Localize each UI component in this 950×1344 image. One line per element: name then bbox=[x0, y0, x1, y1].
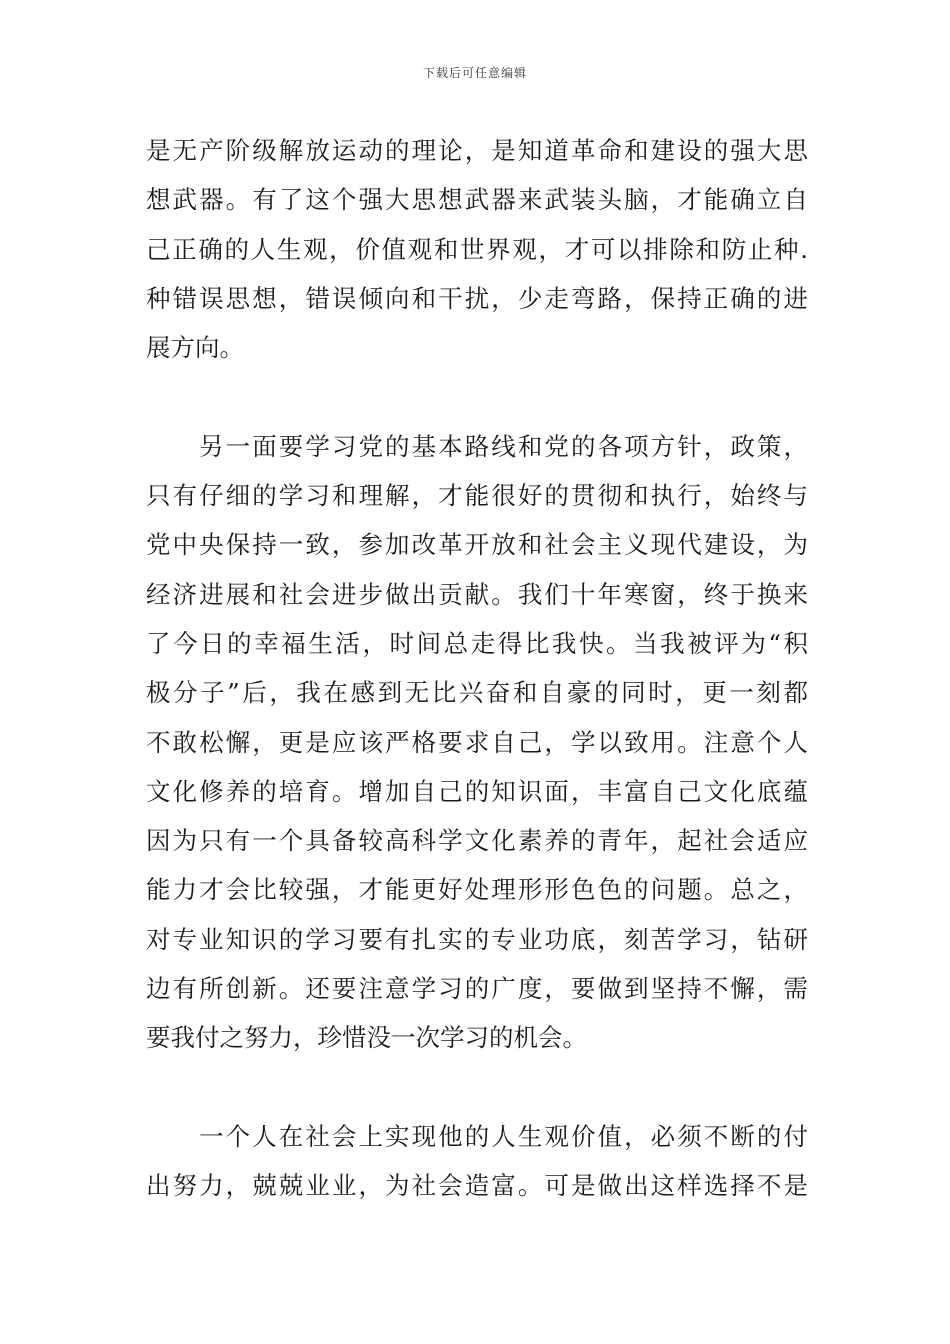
text-line: 能力才会比较强，才能更好处理形形色色的问题。总之， bbox=[146, 875, 808, 905]
text-line: 文化修养的培育。增加自己的知识面，丰富自己文化底蕴 bbox=[146, 776, 808, 806]
text-line: 边有所创新。还要注意学习的广度，要做到坚持不懈，需 bbox=[146, 974, 808, 1004]
text-line: 一个人在社会上实现他的人生观价值，必须不断的付 bbox=[146, 1121, 808, 1151]
paragraph-spacer bbox=[146, 372, 808, 421]
text-line: 只有仔细的学习和理解，才能很好的贯彻和执行，始终与 bbox=[146, 481, 808, 511]
text-line: 展方向。 bbox=[146, 333, 244, 363]
text-line: 对专业知识的学习要有扎实的专业功底，刻苦学习，钻研 bbox=[146, 924, 808, 954]
text-line: 极分子”后，我在感到无比兴奋和自豪的同时，更一刻都 bbox=[146, 678, 808, 708]
text-line: 出努力，兢兢业业，为社会造富。可是做出这样选择不是 bbox=[146, 1171, 808, 1201]
document-body bbox=[146, 126, 808, 1211]
paragraph bbox=[146, 1112, 808, 1211]
text-line: 想武器。有了这个强大思想武器来武装头脑，才能确立自 bbox=[146, 185, 808, 215]
text-line: 党中央保持一致，参加改革开放和社会主义现代建设，为 bbox=[146, 530, 808, 560]
paragraph bbox=[146, 422, 808, 1063]
page-header: 下载后可任意编辑 bbox=[422, 66, 527, 80]
text-line: 己正确的人生观，价值观和世界观，才可以排除和防止种. bbox=[146, 234, 808, 264]
text-line: 因为只有一个具备较高科学文化素养的青年，起社会适应 bbox=[146, 826, 808, 856]
text-line: 不敢松懈，更是应该严格要求自己，学以致用。注意个人 bbox=[146, 727, 808, 757]
text-line: 种错误思想，错误倾向和干扰，少走弯路，保持正确的进 bbox=[146, 283, 808, 313]
text-line: 要我付之努力，珍惜没一次学习的机会。 bbox=[146, 1023, 587, 1053]
text-line: 经济进展和社会进步做出贡献。我们十年寒窗，终于换来 bbox=[146, 579, 808, 609]
paragraph bbox=[146, 126, 808, 372]
text-line: 是无产阶级解放运动的理论，是知道革命和建设的强大思 bbox=[146, 136, 808, 165]
paragraph-spacer bbox=[146, 1063, 808, 1112]
text-line: 另一面要学习党的基本路线和党的各项方针，政策， bbox=[146, 431, 808, 461]
text-line: 了今日的幸福生活，时间总走得比我快。当我被评为“积 bbox=[146, 628, 808, 658]
